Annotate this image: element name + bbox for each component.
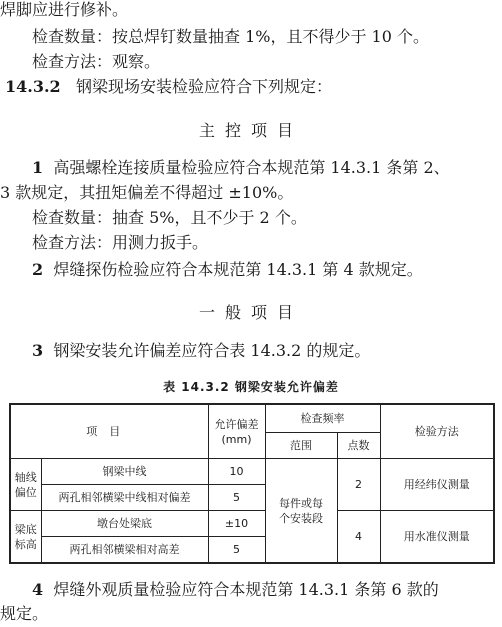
item-1-line-b: 3 款规定，其扭矩偏差不得超过 ±10%。 [0,183,294,202]
row-adjacent-beam-height-tolerance: 5 [208,537,265,564]
header-points: 点数 [337,433,380,459]
row-adjacent-beam-centerline-tolerance: 5 [208,485,265,511]
item-1-method: 检查方法：用测力扳手。 [32,233,209,252]
axis-points: 2 [337,459,380,511]
row-beam-centerline-tolerance: 10 [208,459,265,485]
clause-text: 钢梁现场安装检验应符合下列规定： [75,77,332,96]
elevation-points: 4 [337,511,380,564]
row-pier-beam-bottom: 墩台处梁底 [41,511,208,537]
header-item: 项目 [10,404,208,459]
item-3-number: 3 [32,341,44,360]
general-item-heading: 一般项目 [198,303,303,322]
paragraph-inspection-quantity: 检查数量：按总焊钉数量抽查 1%，且不得少于 10 个。 [32,27,430,46]
item-1-number: 1 [32,158,44,177]
row-pier-beam-bottom-tolerance: ±10 [208,511,265,537]
table-caption: 表 14.3.2 钢梁安装允许偏差 [163,380,339,394]
item-4-line-b: 规定。 [0,604,49,623]
paragraph-inspection-method: 检查方法：观察。 [32,52,161,71]
group-axis-label: 轴线 偏位 [10,459,41,511]
item-1-line-a: 1 高强螺栓连接质量检验应符合本规范第 14.3.1 条第 2、 [32,158,450,177]
header-range: 范围 [265,433,337,459]
item-3: 3 钢梁安装允许偏差应符合表 14.3.2 的规定。 [32,341,371,360]
group-elevation-label: 梁底 标高 [10,511,41,564]
axis-method: 用经纬仪测量 [380,459,494,511]
header-tolerance: 允许偏差 (mm) [208,404,265,459]
main-control-heading: 主控项目 [198,121,303,140]
item-4-number: 4 [32,580,44,599]
row-beam-centerline: 钢梁中线 [41,459,208,485]
paragraph-weld-repair: 焊脚应进行修补。 [0,0,129,19]
range-cell: 每件或每 个安装段 [265,459,337,564]
item-1-quantity: 检查数量：抽查 5%，且不少于 2 个。 [32,208,307,227]
item-2-number: 2 [32,260,44,279]
clause-heading [5,77,332,97]
clause-number: 14.3.2 [5,77,61,96]
item-2: 2 焊缝探伤检验应符合本规范第 14.3.1 第 4 款规定。 [32,260,423,279]
row-adjacent-beam-height: 两孔相邻横梁相对高差 [41,537,208,564]
item-4-line-a: 4 焊缝外观质量检验应符合本规范第 14.3.1 条第 6 款的 [32,580,439,599]
header-method: 检验方法 [380,404,494,459]
tolerance-table [9,403,495,564]
elevation-method: 用水准仪测量 [380,511,494,564]
header-frequency: 检查频率 [265,404,380,433]
row-adjacent-beam-centerline: 两孔相邻横梁中线相对偏差 [41,485,208,511]
